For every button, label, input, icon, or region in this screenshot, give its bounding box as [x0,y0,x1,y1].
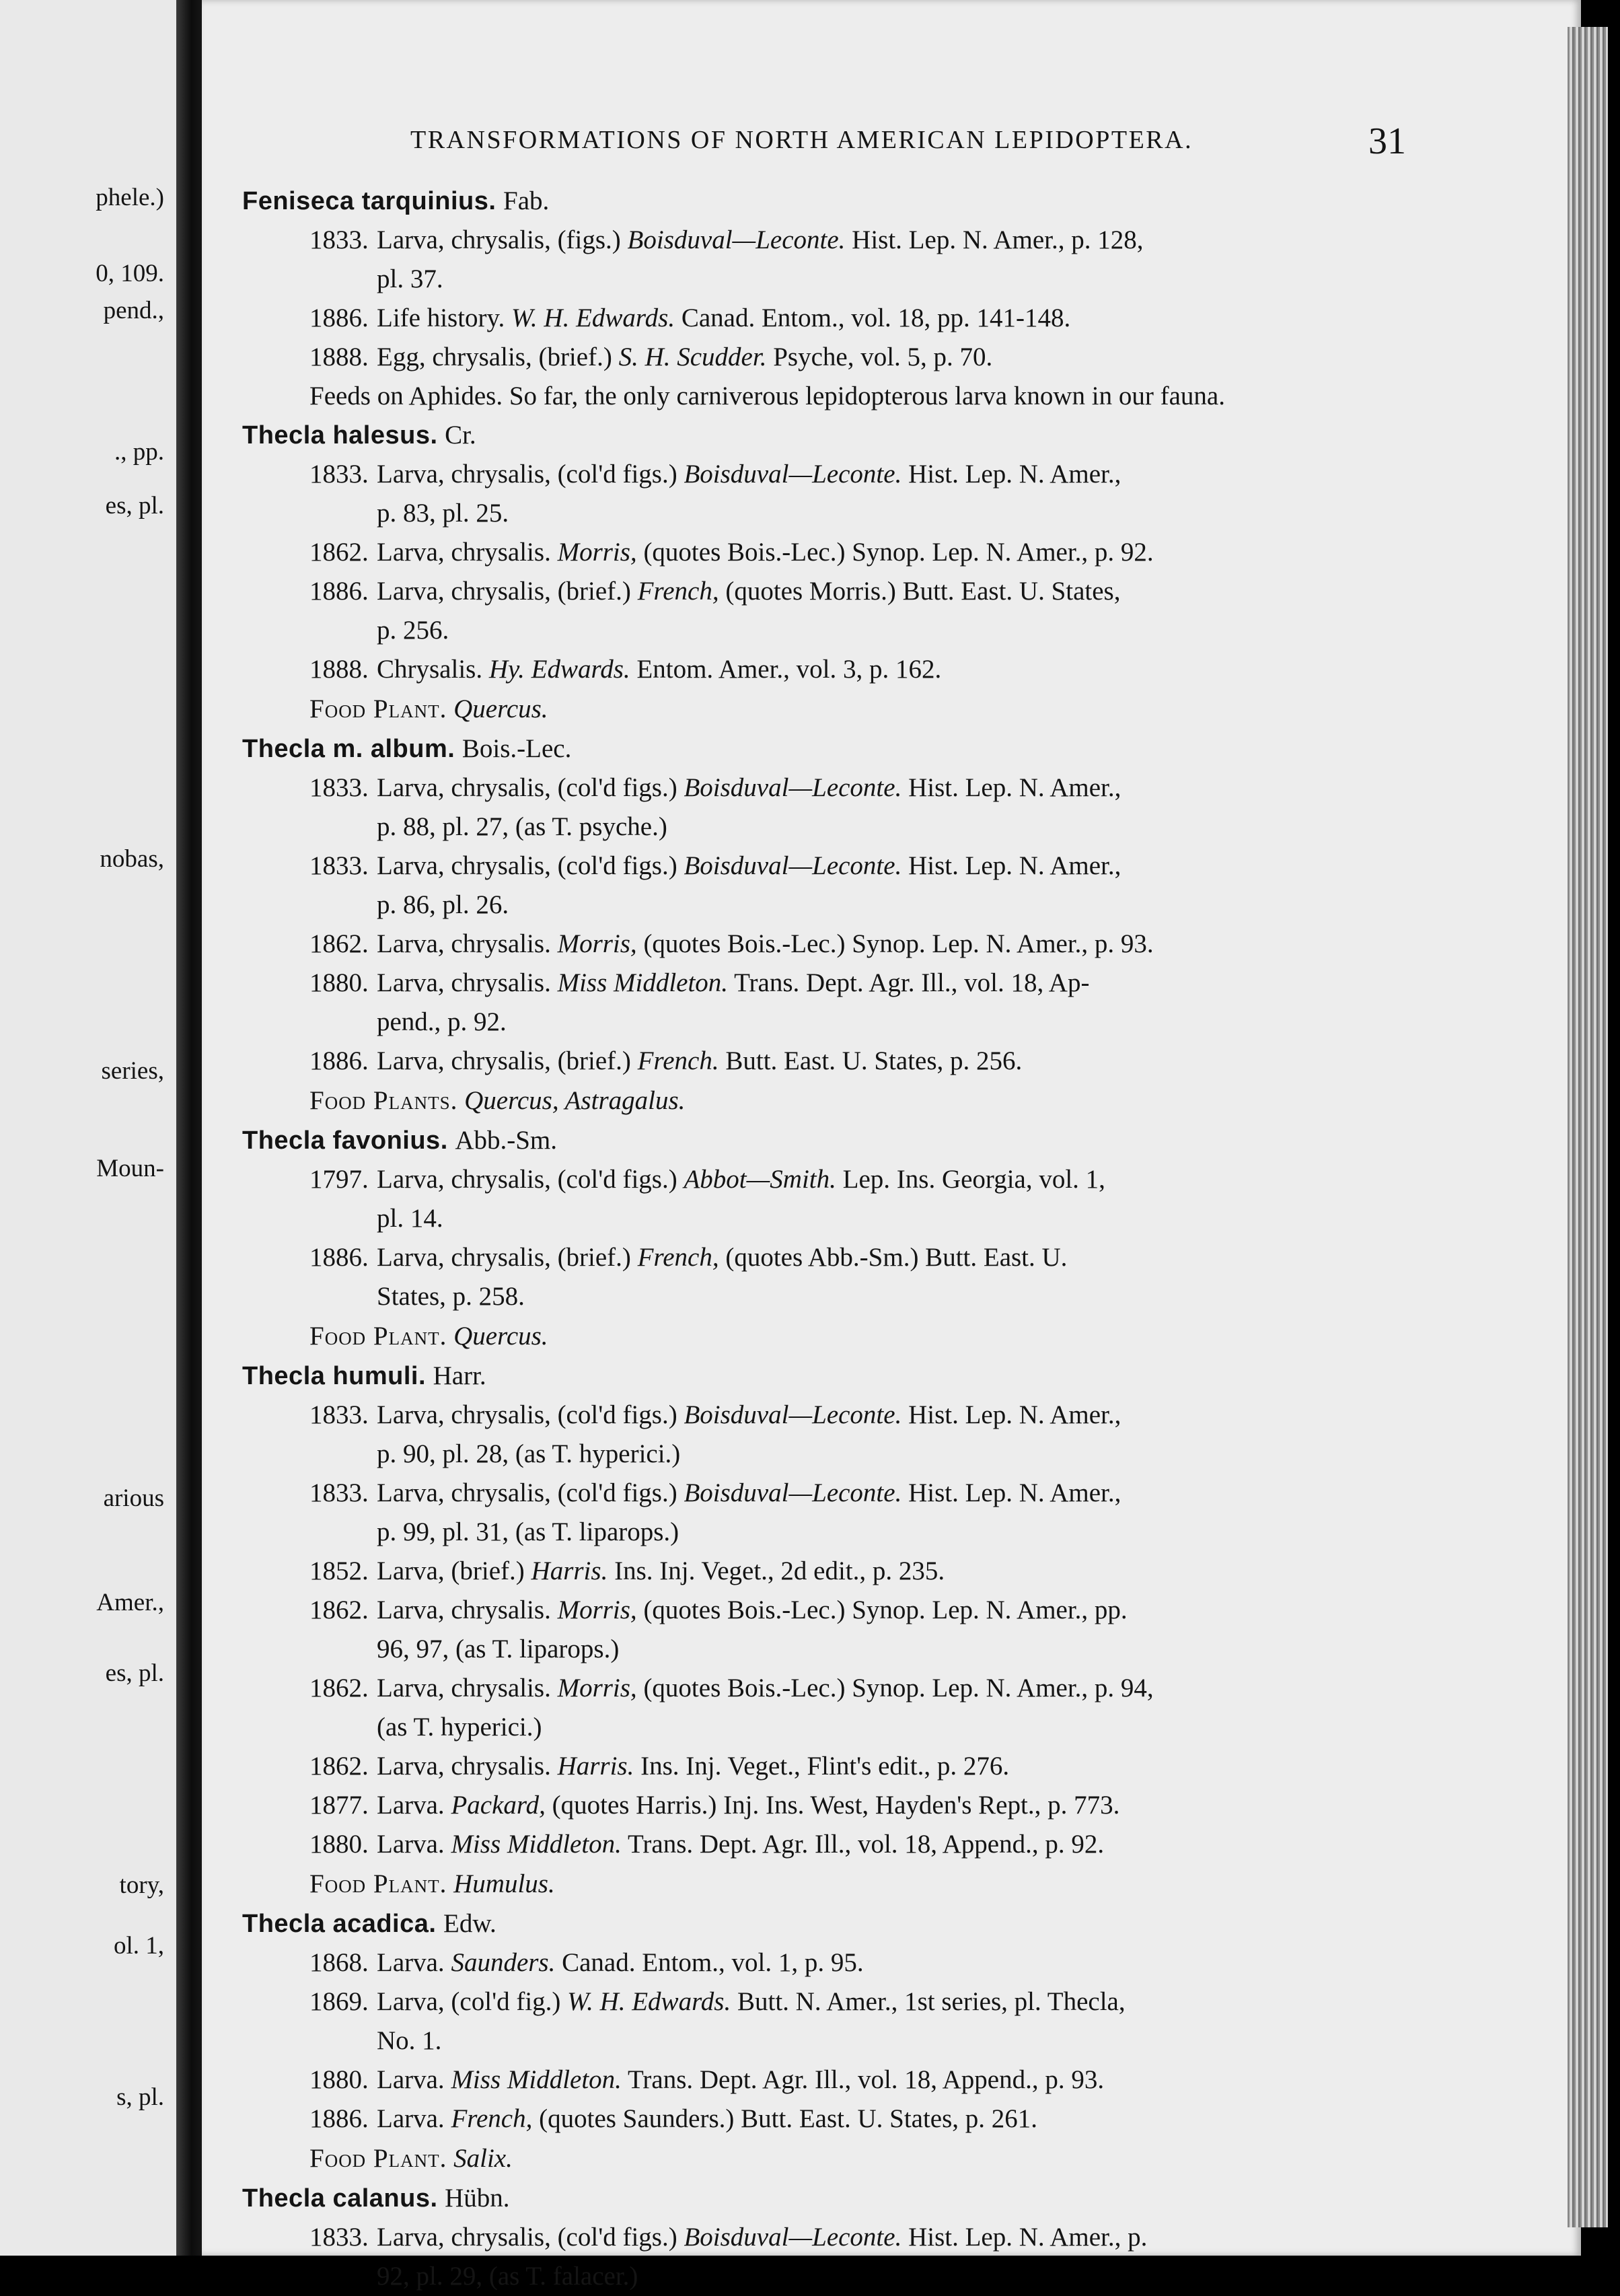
reference-description: Larva. [377,2104,445,2133]
reference-author: Packard, [451,1791,546,1820]
reference-description: Larva, chrysalis, (figs.) [377,225,621,254]
species-heading [242,416,1399,455]
species-entry [242,1121,1399,1357]
reference-year: 1869. [309,1987,369,2016]
reference-description: Larva, (col'd fig.) [377,1987,561,2016]
reference [242,1982,1399,2060]
reference-year: 1888. [309,655,369,684]
reference-year: 1833. [309,2223,369,2252]
reference-text [377,655,941,684]
reference-author: Morris, [557,1595,637,1624]
reference [242,338,1399,377]
reference-text [377,1478,1121,1507]
reference-source: Hist. Lep. N. Amer., [908,851,1121,880]
food-plant-line [242,1316,1399,1357]
reference-year: 1877. [309,1791,369,1820]
reference [242,1747,1399,1786]
reference-year: 1852. [309,1556,369,1585]
species-entry [242,416,1399,729]
reference-source: (quotes Bois.-Lec.) Synop. Lep. N. Amer., p. 92. [643,538,1154,567]
reference [242,1669,1399,1747]
reference [242,299,1399,338]
reference-continuation: pl. 14. [377,1204,443,1233]
reference [242,221,1399,299]
reference [242,1474,1399,1552]
facing-page-text-fragment: s, pl. [116,2083,164,2111]
species-heading [242,1904,1399,1943]
reference-description: Larva, chrysalis. [377,1595,551,1624]
food-plant-label: Food Plant. [309,694,447,723]
reference-author: Miss Middleton. [451,2065,622,2094]
reference-year: 1886. [309,1243,369,1272]
reference-author: Morris, [557,1674,637,1702]
reference-author: Miss Middleton. [557,968,729,997]
reference-description: Larva, (brief.) [377,1556,525,1585]
reference-source: Canad. Entom., vol. 18, pp. 141-148. [681,303,1071,332]
facing-page-text-fragment: 0, 109. [96,260,164,287]
reference [242,1552,1399,1591]
reference-text [377,1595,1128,1624]
reference-description: Larva, chrysalis, (brief.) [377,577,631,606]
reference-author: Harris. [557,1752,634,1781]
facing-page-text-fragment: arious [103,1484,164,1512]
reference-source: (quotes Saunders.) Butt. East. U. States, p. 261. [539,2104,1038,2133]
reference-year: 1888. [309,343,369,371]
reference-source: (quotes Harris.) Inj. Ins. West, Hayden's Rept., p. 773. [552,1791,1120,1820]
food-plant-value: Quercus, Astragalus. [464,1086,686,1115]
reference-continuation: 92, pl. 29, (as T. falacer.) [377,2262,638,2291]
reference-description: Larva, chrysalis, (brief.) [377,1046,631,1075]
facing-page-text-fragment: series, [101,1057,164,1085]
facing-page-text-fragment: phele.) [96,184,164,211]
species-heading [242,2179,1399,2218]
reference-source: Trans. Dept. Agr. Ill., vol. 18, Append., p. 93. [627,2065,1105,2094]
reference-year: 1833. [309,225,369,254]
reference-description: Larva, chrysalis, (col'd figs.) [377,1400,677,1429]
reference-author: Boisduval—Leconte. [684,851,902,880]
reference [242,2100,1399,2139]
reference-year: 1886. [309,303,369,332]
reference-text [377,343,992,371]
reference-year: 1833. [309,1478,369,1507]
reference-year: 1862. [309,1674,369,1702]
reference-year: 1880. [309,1830,369,1859]
reference-description: Larva, chrysalis, (col'd figs.) [377,2223,677,2252]
reference-description: Larva, chrysalis, (col'd figs.) [377,851,677,880]
reference-description: Larva. [377,1791,445,1820]
reference-continuation: p. 90, pl. 28, (as T. hyperici.) [377,1439,681,1468]
reference-text [377,1400,1121,1429]
reference-source: (quotes Bois.-Lec.) Synop. Lep. N. Amer., pp. [643,1595,1128,1624]
facing-page-text-fragment: Moun- [96,1155,164,1182]
reference-source: Canad. Entom., vol. 1, p. 95. [562,1948,864,1977]
reference [242,847,1399,925]
page-edges [1568,27,1608,2227]
food-plant-label: Food Plants. [309,1086,458,1115]
reference-year: 1833. [309,851,369,880]
reference-year: 1886. [309,2104,369,2133]
reference [242,1238,1399,1316]
reference-source: Hist. Lep. N. Amer., [908,1478,1121,1507]
reference-author: Morris, [557,929,637,958]
reference-text [377,1046,1022,1075]
species-name: Thecla acadica. [242,1910,437,1938]
reference-year: 1833. [309,1400,369,1429]
species-note: Feeds on Aphides. So far, the only carniverous lepidopterous larva known in our fauna. [309,382,1225,410]
reference-continuation: pend., p. 92. [377,1007,507,1036]
reference-author: French, [637,577,719,606]
species-entry [242,2179,1399,2296]
species-author: Bois.-Lec. [462,734,572,763]
reference-author: Saunders. [451,1948,556,1977]
reference-continuation: No. 1. [377,2026,442,2055]
reference-description: Larva, chrysalis, (col'd figs.) [377,1165,677,1194]
species-name: Thecla favonius. [242,1126,448,1155]
reference-author: Boisduval—Leconte. [684,1400,902,1429]
reference [242,1160,1399,1238]
reference-description: Life history. [377,303,505,332]
reference-continuation: p. 256. [377,616,449,645]
reference-year: 1886. [309,1046,369,1075]
reference-text [377,1165,1105,1194]
facing-page-text-fragment: pend., [103,297,164,324]
species-author: Fab. [503,186,550,215]
food-plant-line [242,2139,1399,2179]
reference-author: French, [451,2104,533,2133]
facing-page-text-fragment: ., pp. [114,438,164,466]
species-author: Abb.-Sm. [455,1126,557,1155]
reference-year: 1833. [309,773,369,802]
reference-year: 1880. [309,968,369,997]
reference-year: 1797. [309,1165,369,1194]
species-heading [242,182,1399,221]
species-name: Thecla humuli. [242,1362,427,1390]
reference [242,455,1399,533]
reference-source: Psyche, vol. 5, p. 70. [773,343,993,371]
reference-continuation: States, p. 258. [377,1282,525,1311]
facing-page [0,0,180,2256]
species-name: Thecla halesus. [242,421,438,450]
species-heading [242,1121,1399,1160]
reference-year: 1880. [309,2065,369,2094]
reference-text [377,1791,1119,1820]
food-plant-value: Quercus. [453,694,548,723]
reference-text [377,1243,1067,1272]
reference-description: Chrysalis. [377,655,483,684]
running-title: TRANSFORMATIONS OF NORTH AMERICAN LEPIDOPTERA. [410,126,1193,154]
reference-continuation: p. 86, pl. 26. [377,890,509,919]
facing-page-text-fragment: es, pl. [105,492,164,519]
reference-description: Larva, chrysalis. [377,1752,551,1781]
reference [242,1943,1399,1982]
reference-source: Butt. N. Amer., 1st series, pl. Thecla, [737,1987,1126,2016]
reference-source: Ins. Inj. Veget., 2d edit., p. 235. [614,1556,945,1585]
food-plant-line [242,1864,1399,1904]
reference-author: Hy. Edwards. [488,655,630,684]
reference-description: Larva. [377,1830,445,1859]
reference-description: Larva, chrysalis, (brief.) [377,1243,631,1272]
reference-author: Boisduval—Leconte. [627,225,846,254]
reference [242,964,1399,1042]
reference-description: Larva. [377,1948,445,1977]
reference-text [377,1948,864,1977]
food-plant-value: Quercus. [453,1322,548,1351]
reference [242,1786,1399,1825]
reference-text [377,538,1154,567]
reference-author: Boisduval—Leconte. [684,1478,902,1507]
reference-text [377,1556,945,1585]
reference-text [377,2104,1037,2133]
facing-page-text-fragment: Amer., [96,1589,164,1616]
page-header [202,120,1406,172]
reference-description: Egg, chrysalis, (brief.) [377,343,612,371]
food-plant-label: Food Plant. [309,1322,447,1351]
species-entry [242,182,1399,416]
reference [242,533,1399,572]
reference-year: 1862. [309,538,369,567]
reference-source: Trans. Dept. Agr. Ill., vol. 18, Append., p. 92. [627,1830,1105,1859]
reference-text [377,225,1143,254]
reference-source: Entom. Amer., vol. 3, p. 162. [636,655,942,684]
reference [242,650,1399,689]
reference [242,1042,1399,1081]
species-author: Cr. [445,421,476,450]
reference-text [377,929,1154,958]
reference-description: Larva, chrysalis, (col'd figs.) [377,1478,677,1507]
reference-year: 1862. [309,929,369,958]
reference-source: Trans. Dept. Agr. Ill., vol. 18, Ap- [734,968,1090,997]
facing-page-text-fragment: tory, [119,1871,164,1899]
reference-source: Ins. Inj. Veget., Flint's edit., p. 276. [640,1752,1010,1781]
reference-author: French. [637,1046,719,1075]
species-name: Thecla calanus. [242,2184,438,2213]
species-author: Hübn. [445,2184,510,2213]
reference-source: (quotes Abb.-Sm.) Butt. East. U. [725,1243,1068,1272]
page-number: 31 [1368,120,1406,162]
reference-text [377,1674,1154,1702]
reference-text [377,2223,1147,2252]
reference-source: Hist. Lep. N. Amer., [908,460,1121,489]
reference [242,572,1399,650]
reference-text [377,1752,1009,1781]
reference-source: Hist. Lep. N. Amer., [908,1400,1121,1429]
food-plant-value: Humulus. [453,1869,555,1898]
reference-year: 1886. [309,577,369,606]
reference-continuation: 96, 97, (as T. liparops.) [377,1635,620,1663]
reference-text [377,773,1121,802]
reference-text [377,577,1120,606]
facing-page-text-fragment: nobas, [100,845,164,873]
reference-description: Larva, chrysalis. [377,929,551,958]
species-name: Feniseca tarquinius. [242,187,496,215]
reference-year: 1868. [309,1948,369,1977]
reference-author: Harris. [531,1556,608,1585]
reference-author: Boisduval—Leconte. [684,773,902,802]
reference-source: (quotes Bois.-Lec.) Synop. Lep. N. Amer., p. 94, [643,1674,1154,1702]
species-heading [242,1357,1399,1396]
reference-text [377,1987,1126,2016]
reference [242,1591,1399,1669]
reference-source: (quotes Morris.) Butt. East. U. States, [725,577,1121,606]
reference-text [377,968,1089,997]
reference-source: Hist. Lep. N. Amer., [908,773,1121,802]
species-author: Edw. [443,1909,496,1938]
reference-continuation: (as T. hyperici.) [377,1713,542,1742]
species-entry [242,1904,1399,2179]
species-heading [242,729,1399,768]
reference-author: W. H. Edwards. [567,1987,731,2016]
reference-source: (quotes Bois.-Lec.) Synop. Lep. N. Amer., p. 93. [643,929,1154,958]
reference-author: S. H. Scudder. [618,343,767,371]
reference-continuation: p. 99, pl. 31, (as T. liparops.) [377,1517,679,1546]
reference-description: Larva, chrysalis. [377,1674,551,1702]
reference-text [377,303,1070,332]
species-author: Harr. [433,1361,486,1390]
reference-description: Larva. [377,2065,445,2094]
reference-description: Larva, chrysalis, (col'd figs.) [377,460,677,489]
reference [242,768,1399,847]
reference-continuation: p. 88, pl. 27, (as T. psyche.) [377,812,667,841]
reference-year: 1833. [309,460,369,489]
reference [242,2060,1399,2100]
species-entry [242,729,1399,1121]
reference [242,1825,1399,1864]
food-plant-line [242,689,1399,729]
reference [242,2218,1399,2296]
reference-continuation: p. 83, pl. 25. [377,499,509,528]
species-entry [242,1357,1399,1904]
reference-description: Larva, chrysalis. [377,968,551,997]
reference-text [377,460,1121,489]
reference-author: Morris, [557,538,637,567]
food-plant-label: Food Plant. [309,2144,447,2173]
facing-page-text-fragment: es, pl. [105,1659,164,1687]
reference-author: Abbot—Smith. [684,1165,836,1194]
reference-year: 1862. [309,1752,369,1781]
reference-source: Lep. Ins. Georgia, vol. 1, [842,1165,1105,1194]
species-list [242,182,1399,2296]
species-name: Thecla m. album. [242,735,455,763]
reference-text [377,2065,1104,2094]
reference [242,925,1399,964]
reference-continuation: pl. 37. [377,264,443,293]
reference-author: W. H. Edwards. [511,303,675,332]
food-plant-value: Salix. [453,2144,513,2173]
reference-description: Larva, chrysalis. [377,538,551,567]
reference-source: Hist. Lep. N. Amer., p. [908,2223,1148,2252]
reference-text [377,1830,1104,1859]
reference-author: French, [637,1243,719,1272]
food-plant-label: Food Plant. [309,1869,447,1898]
facing-page-text-fragment: ol. 1, [113,1932,164,1960]
reference-description: Larva, chrysalis, (col'd figs.) [377,773,677,802]
reference-author: Miss Middleton. [451,1830,622,1859]
reference-author: Boisduval—Leconte. [684,2223,902,2252]
reference-text [377,851,1121,880]
reference-source: Hist. Lep. N. Amer., p. 128, [852,225,1144,254]
reference [242,1396,1399,1474]
food-plant-line [242,1081,1399,1121]
reference-year: 1862. [309,1595,369,1624]
reference-source: Butt. East. U. States, p. 256. [725,1046,1023,1075]
reference-author: Boisduval—Leconte. [684,460,902,489]
